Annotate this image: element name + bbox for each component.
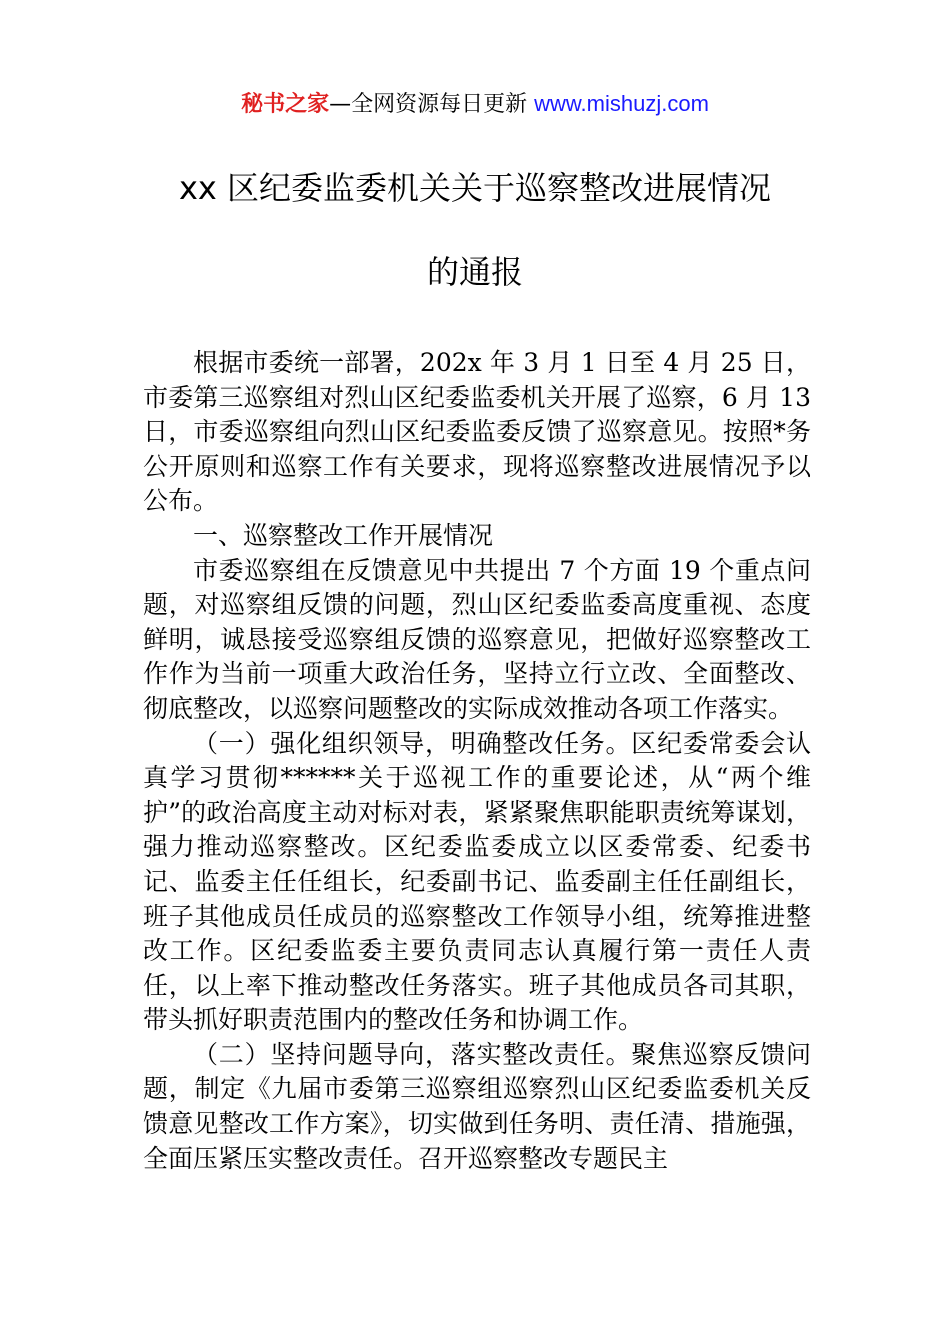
brand-name: 秘书之家 (241, 92, 330, 117)
document-body (143, 346, 811, 1176)
paragraph: （一）强化组织领导，明确整改任务。区纪委常委会认真学习贯彻******关于巡视工作的重要论述，从“两个维护”的政治高度主动对标对表，紧紧聚焦职能职责统筹谋划，强力推动巡察整改。区纪委监委成立以区委常委、纪委书记、监委主任任组长，纪委副书记、监委副主任任副组长，班子其他成员任成员的巡察整改工作领导小组，统筹推进整改工作。区纪委监委主要负责同志认真履行第一责任人责任，以上率下推动整改任务落实。班子其他成员各司其职，带头抓好职责范围内的整改任务和协调工作。 (143, 728, 811, 1035)
section-heading: 一、巡察整改工作开展情况 (193, 520, 494, 550)
title-line-1: xx 区纪委监委机关关于巡察整改进展情况 (178, 169, 772, 207)
title-line-2: 的通报 (426, 253, 523, 291)
document-title (60, 164, 890, 332)
header-tagline: —全网资源每日更新 (329, 92, 535, 117)
paragraph: 市委巡察组在反馈意见中共提出 7 个方面 19 个重点问题，对巡察组反馈的问题，烈山区纪委监委高度重视、态度鲜明，诚恳接受巡察组反馈的巡察意见，把做好巡察整改工作作为当前一项重大政治任务，坚持立行立改、全面整改、彻底整改，以巡察问题整改的实际成效推动各项工作落实。 (143, 555, 811, 723)
site-url-link[interactable]: www.mishuzj.com (534, 91, 709, 116)
paragraph-intro: 根据市委统一部署，202x 年 3 月 1 日至 4 月 25 日，市委第三巡察组对烈山区纪委监委机关开展了巡察，6 月 13 日，市委巡察组向烈山区纪委监委反馈了巡察意见。按照*务公开原则和巡察工作有关要求，现将巡察整改进展情况予以公布。 (143, 348, 811, 516)
paragraph: （二）坚持问题导向，落实整改责任。聚焦巡察反馈问题，制定《九届市委第三巡察组巡察烈山区纪委监委机关反馈意见整改工作方案》，切实做到任务明、责任清、措施强，全面压紧压实整改责任。召开巡察整改专题民主 (143, 1039, 811, 1173)
site-header (0, 88, 950, 121)
